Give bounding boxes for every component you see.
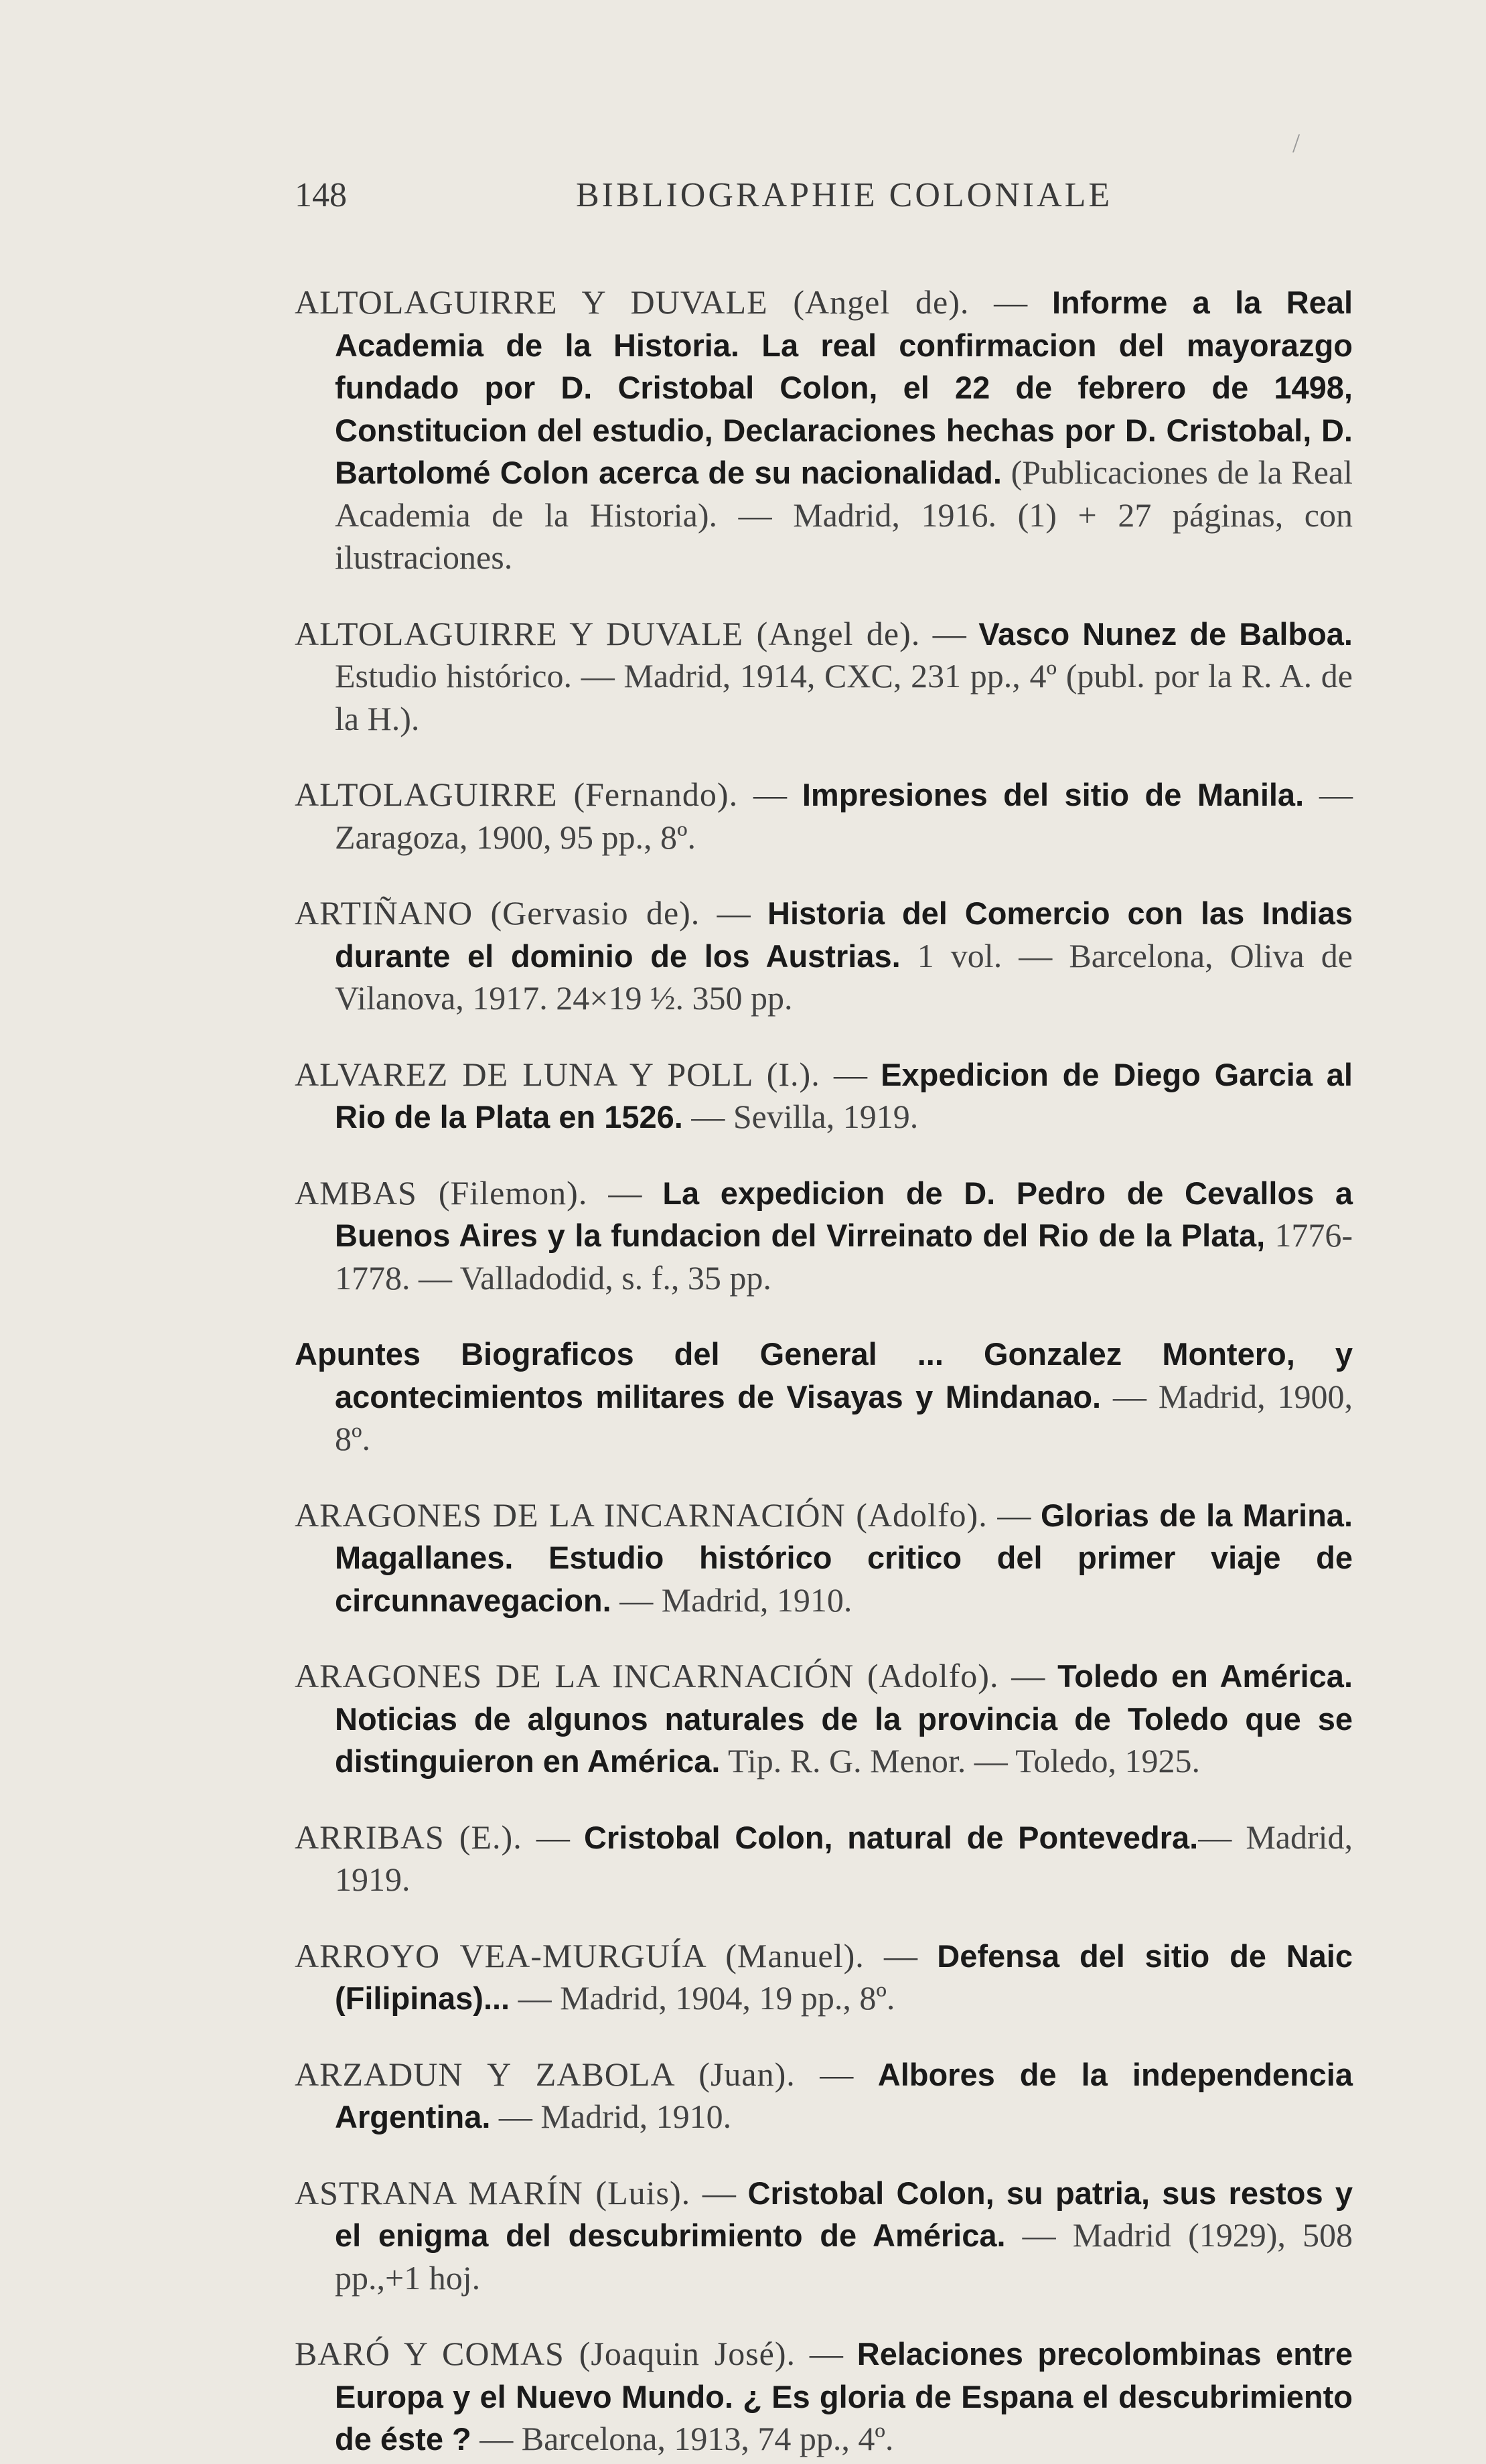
entry-separator: — (969, 283, 1052, 321)
entry-publication: — Madrid, 1900, 8º. (335, 1377, 1353, 1457)
entry-separator: — (587, 1173, 663, 1212)
entry-publication: 1776-1778. — Valladodid, s. f., 35 pp. (335, 1216, 1353, 1297)
entry-title: Cristobal Colon, su patria, sus restos y el enigma del descubrimiento de América. (335, 2175, 1353, 2253)
entry-separator: — (998, 1657, 1058, 1694)
entry-publication: Tip. R. G. Menor. — Toledo, 1925. (720, 1742, 1200, 1780)
entry-publication: 1 vol. — Barcelona, Oliva de Vilanova, 1917. 24×19 ½. 350 pp. (335, 936, 1353, 1017)
entry-title: Vasco Nunez de Balboa. (978, 615, 1353, 652)
bibliography-entry (295, 613, 1353, 741)
bibliography-entry (295, 2172, 1353, 2300)
entry-title: Expedicion de Diego Garcia al Rio de la Plata en 1526. (335, 1056, 1353, 1135)
entry-author: ALTOLAGUIRRE Y DUVALE (Angel de). (295, 614, 921, 652)
bibliography-entry (295, 1333, 1353, 1461)
bibliography-list (295, 248, 1353, 2464)
entry-publication: — Sevilla, 1919. (682, 1098, 919, 1135)
entry-publication: — Madrid, 1919. (335, 1818, 1353, 1898)
bibliography-entry (295, 2333, 1353, 2461)
entry-separator: — (795, 2055, 878, 2093)
margin-mark: / (1292, 128, 1301, 158)
entry-author: ARZADUN Y ZABOLA (Juan). (295, 2055, 796, 2093)
entry-author: ARROYO VEA-MURGUÍA (Manuel). (295, 1936, 865, 1974)
entry-author: AMBAS (Filemon). (295, 1173, 588, 1212)
entry-title: Informe a la Real Academia de la Historia. La real confirmacion del mayorazgo fundado por D. Cristobal Colon, el 22 de febrero de 1498, Constitucion del estudio, Declaraciones hechas por D. Cristobal, D. Bartolomé Colon acerca de su nacionalidad. (335, 285, 1353, 490)
entry-publication: — Madrid (1929), 508 pp.,+1 hoj. (335, 2216, 1353, 2297)
entry-author: ARTIÑANO (Gervasio de). (295, 894, 700, 932)
bibliography-entry (295, 1816, 1353, 1901)
entry-title: Toledo en América. Noticias de algunos naturales de la provincia de Toledo que se distinguieron en América. (335, 1658, 1353, 1779)
entry-separator: — (738, 776, 802, 813)
entry-publication: — Madrid, 1910. (611, 1581, 852, 1619)
entry-author: ARAGONES DE LA INCARNACIÓN (Adolfo). (295, 1657, 999, 1694)
page-header (295, 175, 1366, 222)
entry-separator: — (796, 2335, 857, 2372)
entry-author: ALTOLAGUIRRE Y DUVALE (Angel de). (295, 283, 970, 321)
entry-title: Glorias de la Marina. Magallanes. Estudio histórico critico del primer viaje de circunnavegacion. (335, 1497, 1353, 1618)
entry-publication: — Madrid, 1910. (490, 2098, 732, 2135)
entry-separator: — (987, 1496, 1041, 1534)
bibliography-entry (295, 1935, 1353, 2020)
entry-separator: — (700, 894, 768, 932)
entry-author: ALVAREZ DE LUNA Y POLL (I.). (295, 1055, 820, 1093)
entry-separator: — (820, 1055, 881, 1093)
entry-title: Historia del Comercio con las Indias durante el dominio de los Austrias. (335, 895, 1353, 974)
bibliography-entry (295, 774, 1353, 859)
entry-separator: — (522, 1818, 584, 1856)
entry-separator: — (864, 1936, 938, 1974)
bibliography-entry (295, 1054, 1353, 1139)
entry-title: Defensa del sitio de Naic (Filipinas)... (335, 1938, 1353, 2016)
entry-title: Apuntes Biograficos del General ... Gonzalez Montero, y acontecimientos militares de Visayas y Mindanao. (295, 1336, 1353, 1415)
entry-publication: — Barcelona, 1913, 74 pp., 4º. (471, 2420, 894, 2457)
bibliography-entry (295, 892, 1353, 1020)
entry-separator: — (690, 2173, 748, 2212)
entry-author: BARÓ Y COMAS (Joaquin José). (295, 2335, 796, 2372)
page-number: 148 (295, 176, 347, 214)
entry-author: ASTRANA MARÍN (Luis). (295, 2173, 691, 2212)
entry-title: Cristobal Colon, natural de Pontevedra. (583, 1819, 1199, 1855)
bibliography-entry (295, 1655, 1353, 1783)
bibliography-entry (295, 2053, 1353, 2139)
entry-title: La expedicion de D. Pedro de Cevallos a Buenos Aires y la fundacion del Virreinato del Rio de la Plata, (335, 1175, 1353, 1253)
entry-author: ALTOLAGUIRRE (Fernando). (295, 776, 739, 813)
bibliography-entry (295, 1172, 1353, 1300)
entry-author: ARAGONES DE LA INCARNACIÓN (Adolfo). (295, 1496, 988, 1534)
entry-publication: — Zaragoza, 1900, 95 pp., 8º. (335, 776, 1353, 856)
entry-author: ARRIBAS (E.). (295, 1818, 522, 1856)
bibliography-entry (295, 281, 1353, 579)
bibliography-entry (295, 1494, 1353, 1622)
entry-title: Impresiones del sitio de Manila. (802, 777, 1305, 812)
running-title: BIBLIOGRAPHIE COLONIALE (576, 176, 1113, 214)
entry-publication: (Publicaciones de la Real Academia de la Historia). — Madrid, 1916. (1) + 27 páginas, con ilustraciones. (335, 453, 1353, 576)
entry-publication: — Madrid, 1904, 19 pp., 8º. (510, 1979, 895, 2017)
entry-separator: — (920, 614, 979, 652)
entry-title: Albores de la independencia Argentina. (335, 2056, 1353, 2134)
entry-publication: Estudio histórico. — Madrid, 1914, CXC, 231 pp., 4º (publ. por la R. A. de la H.). (335, 657, 1353, 737)
entry-title: Relaciones precolombinas entre Europa y el Nuevo Mundo. ¿ Es gloria de Espana el descubrimiento de éste ? (335, 2336, 1353, 2457)
